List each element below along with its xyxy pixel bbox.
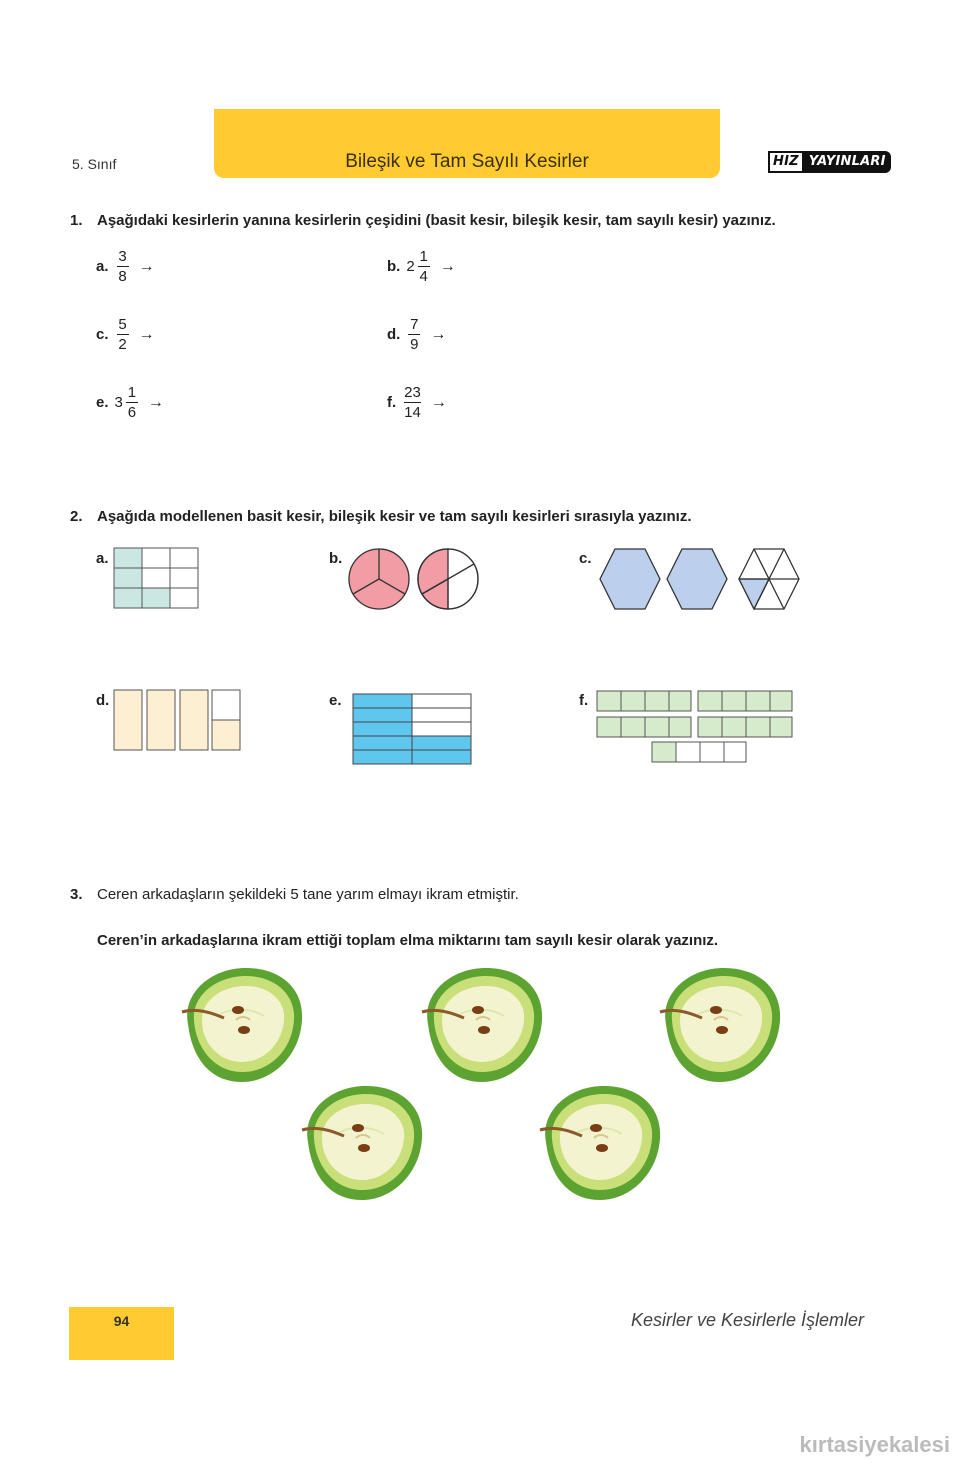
apple-half-icon <box>422 968 542 1082</box>
model-d-bars <box>114 690 240 750</box>
model-label-b: b. <box>329 550 343 567</box>
apple-half-icon <box>540 1086 660 1200</box>
arrow-icon: → <box>138 257 155 275</box>
watermark: kırtasiyekalesi <box>799 1432 950 1457</box>
apple-halves-illustration <box>0 950 980 1210</box>
fraction: $\frac{23}{14}$ <box>404 384 421 421</box>
question-text: Aşağıdaki kesirlerin yanına kesirlerin çeşidini (basit kesir, bileşik kesir, tam sayılı kesir) yazınız. <box>97 212 776 229</box>
question-text: Aşağıda modellenen basit kesir, bileşik kesir ve tam sayılı kesirleri sırasıyla yazınız. <box>97 508 692 525</box>
chapter-title: Kesirler ve Kesirlerle İşlemler <box>630 1310 864 1330</box>
model-label-f: f. <box>579 692 589 709</box>
q1-item-e: e. 3 $\frac{1}{6}$ → <box>96 384 164 421</box>
fraction: $\frac{5}{2}$ <box>118 316 127 353</box>
model-label-e: e. <box>329 692 342 709</box>
model-label-a: a. <box>96 550 109 567</box>
apple-half-icon <box>302 1086 422 1200</box>
fraction: $\frac{3}{8}$ <box>118 248 127 285</box>
q1-item-f: f. $\frac{23}{14}$ → <box>387 384 447 421</box>
model-label-d: d. <box>96 692 110 709</box>
model-c-hexagons <box>600 549 799 609</box>
arrow-icon: → <box>430 393 447 411</box>
arrow-icon: → <box>439 257 456 275</box>
model-a-grid <box>114 548 198 608</box>
model-label-c: c. <box>579 550 592 567</box>
page-title: Bileşik ve Tam Sayılı Kesirler <box>345 151 589 172</box>
question-3-task: Ceren’in arkadaşlarına ikram ettiği toplam elma miktarını tam sayılı kesir olarak yazınız. <box>97 932 719 949</box>
apple-half-icon <box>660 968 780 1082</box>
fraction: $\frac{7}{9}$ <box>410 316 419 353</box>
arrow-icon: → <box>147 393 164 411</box>
question-number: 1. <box>70 212 83 229</box>
fraction: $\frac{1}{6}$ <box>127 384 137 421</box>
publisher-logo: HIZ YAYINLARI <box>768 151 891 173</box>
fraction: $\frac{1}{4}$ <box>419 248 428 285</box>
model-b-circles <box>349 549 478 609</box>
q1-item-a: a. $\frac{3}{8}$ → <box>96 248 155 285</box>
page-number: 94 <box>113 1313 130 1329</box>
arrow-icon: → <box>430 325 447 343</box>
q1-item-c: c. $\frac{5}{2}$ → <box>96 316 155 353</box>
model-e-grid <box>353 694 471 764</box>
apple-half-icon <box>182 968 302 1082</box>
q1-item-d: d. $\frac{7}{9}$ → <box>387 316 447 353</box>
page-number-box <box>69 1307 174 1360</box>
question-text: Ceren arkadaşların şekildeki 5 tane yarım elmayı ikram etmiştir. <box>97 886 519 903</box>
arrow-icon: → <box>138 325 155 343</box>
model-f-strips <box>597 691 792 762</box>
q1-item-b: b. 2 $\frac{1}{4}$ → <box>387 248 456 285</box>
question-number: 2. <box>70 508 83 525</box>
question-number: 3. <box>70 886 83 903</box>
grade-label: 5. Sınıf <box>72 156 117 172</box>
